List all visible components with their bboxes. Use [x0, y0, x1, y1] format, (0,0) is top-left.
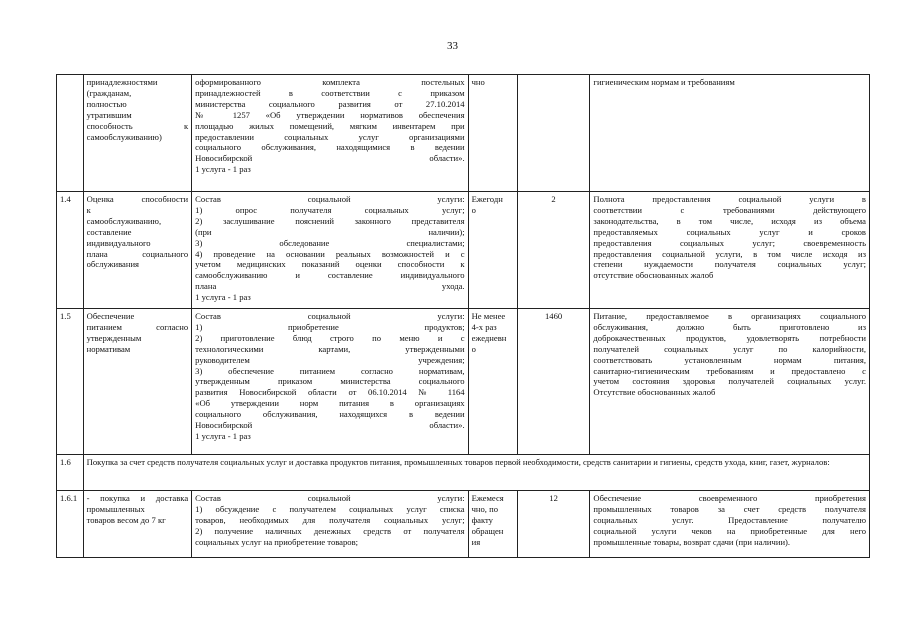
services-table: [56, 74, 870, 558]
text-line: факту: [471, 514, 493, 525]
row-number-cell: 1.4: [57, 192, 84, 309]
text-line: промышленных товаров за счет средств получателя: [593, 503, 866, 514]
row-number-cell: [57, 75, 84, 192]
text-line: министерства социального развития от 27.10.2014: [195, 98, 465, 109]
text-line: 1 услуга - 1 раз: [195, 164, 251, 175]
text-line: гигиеническим нормам и требованиям: [593, 77, 735, 87]
text-line: 1 услуга - 1 раз: [195, 292, 251, 303]
service-description-cell: [192, 309, 468, 455]
text-line: 1) приобретение продуктов;: [195, 321, 465, 332]
text-line: Новосибирской области».: [195, 153, 465, 164]
quantity-cell: 1460: [517, 309, 590, 455]
page-number: 33: [447, 40, 458, 52]
text-line: принадлежностями: [86, 77, 158, 87]
text-line: утвержденным: [86, 332, 142, 343]
text-line: учетом медицинских показаний оценки способности к: [195, 259, 465, 270]
text-line: отсутствие обоснованных жалоб: [593, 270, 714, 281]
text-line: Обеспечение: [86, 311, 135, 321]
periodicity-cell: [468, 491, 517, 558]
text-line: принадлежностей в соответствии с приказом: [195, 87, 465, 98]
text-line: Ежегодн: [471, 194, 503, 204]
text-line: товаров весом до 7 кг: [86, 514, 166, 525]
text-line: 1 услуга - 1 раз: [195, 430, 251, 441]
text-line: 2) заслушивание пояснений законного представителя: [195, 215, 465, 226]
text-line: Отсутствие обоснованных жалоб: [593, 387, 716, 398]
text-line: Состав социальной услуги:: [195, 194, 465, 204]
table-row: [57, 455, 870, 491]
text-line: социального обслуживания, находящимися в ведении: [195, 142, 465, 153]
table-row: [57, 309, 870, 455]
row-spanning-text-cell: Покупка за счет средств получателя социальных услуг и доставка продуктов питания, промышленных товаров первой необходимости, средств санитарии и гигиены, средств ухода, книг, газет, журналов:: [83, 455, 869, 491]
service-name-cell: [83, 75, 192, 192]
text-line: оформированного комплекта постельных: [195, 77, 465, 87]
text-line: «Об утверждении норм питания в организациях: [195, 398, 465, 409]
text-line: учетом состояния здоровья получателей социальных услуг.: [593, 376, 866, 387]
text-line: (при наличии);: [195, 226, 465, 237]
row-number-cell: 1.6.1: [57, 491, 84, 558]
text-line: Состав социальной услуги:: [195, 311, 465, 321]
text-line: руководителем учреждения;: [195, 354, 465, 365]
row-number-cell: 1.5: [57, 309, 84, 455]
quality-criteria-cell: [590, 309, 870, 455]
text-line: степени нуждаемости получателя социальных услуг;: [593, 259, 866, 270]
text-line: способность к: [86, 120, 189, 131]
text-line: ия: [471, 536, 481, 547]
text-line: социальной услуги чеков на приобретенные для него: [593, 525, 866, 536]
text-line: 1) опрос получателя социальных услуг;: [195, 204, 465, 215]
text-line: о: [471, 204, 476, 215]
text-line: питанием согласно: [86, 321, 189, 332]
text-line: промышленные товары, возврат сдачи (при наличии).: [593, 536, 791, 547]
quality-criteria-cell: [590, 491, 870, 558]
periodicity-cell: [468, 192, 517, 309]
text-line: площадью жилых помещений, мягким инвентарем при: [195, 120, 465, 131]
text-line: самообслуживанию,: [86, 215, 162, 226]
text-line: Не менее: [471, 311, 506, 321]
text-line: (гражданам,: [86, 87, 132, 98]
text-line: индивидуального: [86, 237, 151, 248]
text-line: 2) приготовление блюд строго по меню и с: [195, 332, 465, 343]
text-line: доброкачественных продуктов, удовлетворять потребности: [593, 332, 866, 343]
text-line: утратившим: [86, 109, 132, 120]
periodicity-cell: [468, 309, 517, 455]
text-line: обращен: [471, 525, 504, 536]
text-line: Полнота предоставления социальной услуги в: [593, 194, 866, 204]
text-line: чно: [471, 77, 485, 87]
text-line: самообслуживанию): [86, 131, 162, 142]
service-name-cell: [83, 192, 192, 309]
text-line: плана ухода.: [195, 281, 465, 292]
text-line: 2) получение наличных денежных средств от получателя: [195, 525, 465, 536]
text-line: социальных услуг. Предоставление получателю: [593, 514, 866, 525]
periodicity-cell: [468, 75, 517, 192]
text-line: Оценка способности: [86, 194, 189, 204]
text-line: промышленных: [86, 503, 145, 514]
text-line: составление: [86, 226, 132, 237]
text-line: законодательства, в том числе, исходя из объема: [593, 215, 866, 226]
service-description-cell: [192, 192, 468, 309]
quality-criteria-cell: [590, 75, 870, 192]
text-line: получателей социальных услуг по калорийности,: [593, 343, 866, 354]
text-line: о: [471, 343, 476, 354]
table-row: [57, 192, 870, 309]
quality-criteria-cell: [590, 192, 870, 309]
text-line: предоставляемых социальных услуг и сроков: [593, 226, 866, 237]
text-line: самообслуживанию и составление индивидуального: [195, 270, 465, 281]
text-line: № 1257 «Об утверждении нормативов обеспечения: [195, 109, 465, 120]
text-line: ежедневн: [471, 332, 507, 343]
table-row: [57, 75, 870, 192]
text-line: соответствовать установленным нормам питания,: [593, 354, 866, 365]
text-line: санитарно-гигиеническим требованиям и предоставлено с: [593, 365, 866, 376]
text-line: технологическими картами, утвержденными: [195, 343, 465, 354]
text-line: предоставления социальной услуги, в том числе исходя из: [593, 248, 866, 259]
text-line: 4-х раз: [471, 321, 497, 332]
service-description-cell: [192, 75, 468, 192]
text-line: обслуживания, должно быть приготовлено из: [593, 321, 866, 332]
text-line: обслуживания: [86, 259, 140, 270]
text-line: Новосибирской области».: [195, 420, 465, 431]
text-line: 4) проведение на основании реальных возможностей и с: [195, 248, 465, 259]
text-line: предоставления социальных услуг; своевременность: [593, 237, 866, 248]
quantity-cell: 12: [517, 491, 590, 558]
row-number-cell: 1.6: [57, 455, 84, 491]
text-line: предоставлении социальных услуг организациями: [195, 131, 465, 142]
text-line: товаров, необходимых для получателя социальных услуг;: [195, 514, 465, 525]
service-description-cell: [192, 491, 468, 558]
text-line: Обеспечение своевременного приобретения: [593, 493, 866, 503]
text-line: Состав социальной услуги:: [195, 493, 465, 503]
text-line: нормативам: [86, 343, 131, 354]
text-line: Питание, предоставляемое в организациях социального: [593, 311, 866, 321]
text-line: 3) обследование специалистами;: [195, 237, 465, 248]
text-line: социальных услуг на приобретение товаров;: [195, 536, 359, 547]
text-line: плана социального: [86, 248, 189, 259]
text-line: - покупка и доставка: [86, 493, 189, 503]
table-row: [57, 491, 870, 558]
text-line: к: [86, 204, 91, 215]
quantity-cell: [517, 75, 590, 192]
text-line: развития Новосибирской области от 06.10.2014 № 1164: [195, 387, 465, 398]
text-line: 3) обеспечение питанием согласно нормативам,: [195, 365, 465, 376]
text-line: соответствии с требованиями действующего: [593, 204, 866, 215]
text-line: утвержденным приказом министерства социального: [195, 376, 465, 387]
text-line: полностью: [86, 98, 127, 109]
quantity-cell: 2: [517, 192, 590, 309]
service-name-cell: [83, 309, 192, 455]
service-name-cell: [83, 491, 192, 558]
text-line: социального обслуживания, находящихся в ведении: [195, 409, 465, 420]
text-line: чно, по: [471, 503, 499, 514]
text-line: Ежемеся: [471, 493, 504, 503]
text-line: 1) обсуждение с получателем социальных услуг списка: [195, 503, 465, 514]
